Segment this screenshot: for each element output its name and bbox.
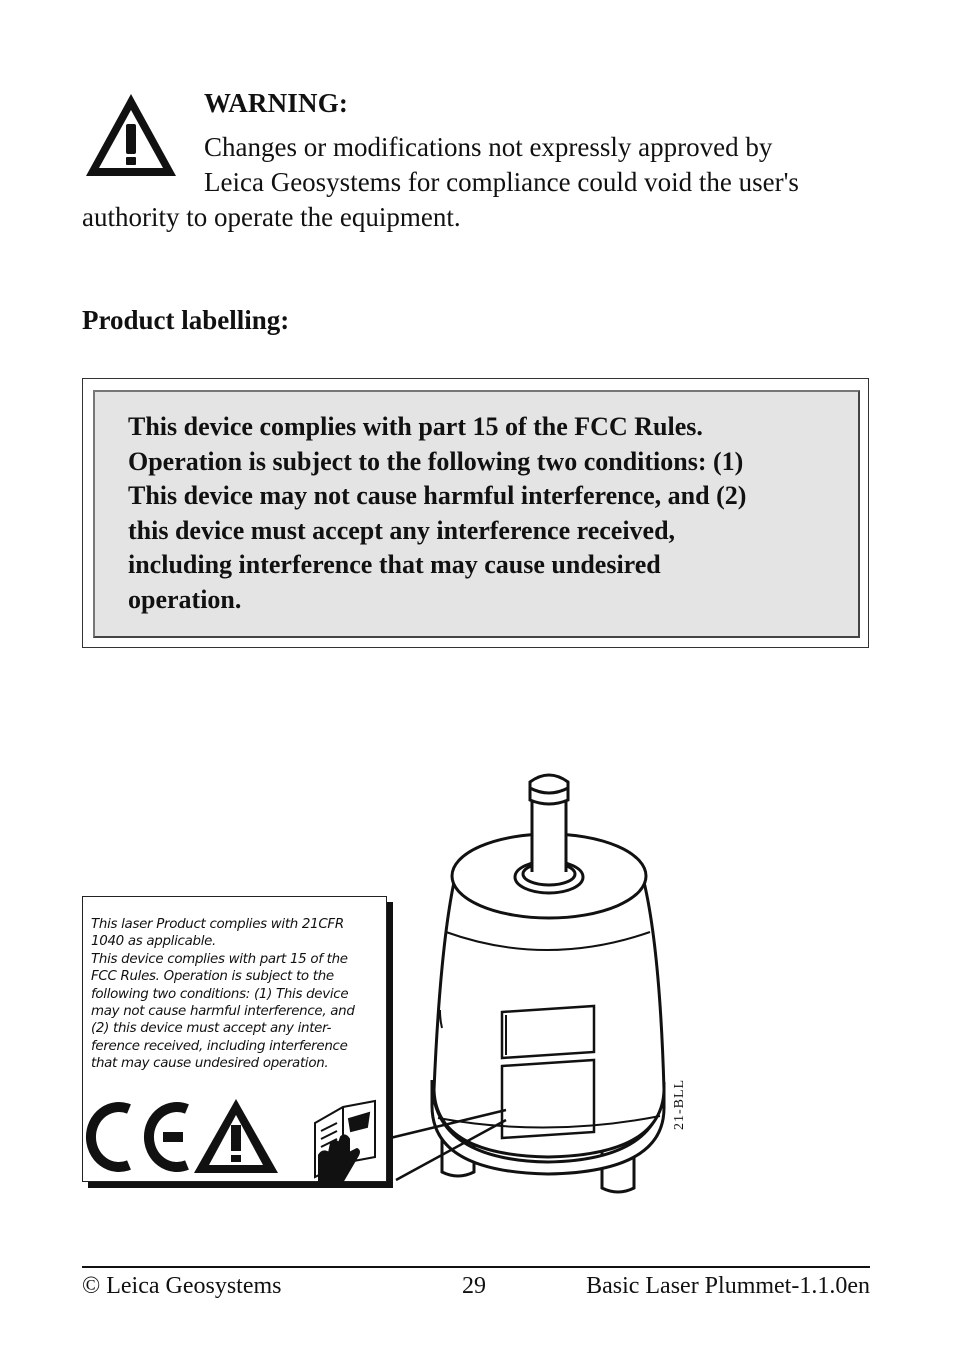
- label-text: [91, 916, 383, 1073]
- fcc-text-line: Operation is subject to the following two conditions: (1): [128, 447, 744, 476]
- label-text-line: (2) this device must accept any inter-: [91, 1021, 332, 1037]
- label-icons: [83, 1093, 388, 1183]
- label-text-line: may not cause harmful interference, and: [91, 1004, 355, 1020]
- label-text-line: This device complies with part 15 of the: [91, 951, 348, 967]
- product-label: [82, 896, 387, 1182]
- fcc-statement-box: [82, 378, 869, 648]
- footer-divider: [82, 1266, 870, 1268]
- page-number: 29: [462, 1273, 486, 1299]
- figure-code: 21-BLL: [672, 1078, 687, 1130]
- fcc-text-line: This device may not cause harmful interference, and (2): [128, 481, 747, 510]
- fcc-text-line: operation.: [128, 585, 242, 614]
- warning-text-line: Changes or modifications not expressly approved by: [204, 132, 773, 162]
- warning-text-line: authority to operate the equipment.: [82, 202, 461, 232]
- warning-triangle-icon: [82, 90, 180, 180]
- label-text-line: ference received, including interference: [91, 1038, 348, 1054]
- fcc-text-line: including interference that may cause undesired: [128, 550, 661, 579]
- section-heading: Product labelling:: [82, 305, 290, 335]
- fcc-text-line: this device must accept any interference received,: [128, 516, 676, 545]
- warning-triangle-icon: [194, 1099, 278, 1173]
- label-text-line: 1040 as applicable.: [91, 934, 217, 950]
- ce-mark-icon: [91, 1107, 187, 1167]
- label-text-line: following two conditions: (1) This device: [91, 986, 349, 1002]
- manual-book-icon: [315, 1101, 375, 1181]
- fcc-statement-panel: [93, 390, 860, 638]
- fcc-text-line: This device complies with part 15 of the FCC Rules.: [128, 412, 703, 441]
- warning-title: WARNING:: [204, 88, 349, 118]
- label-text-line: This laser Product complies with 21CFR: [91, 917, 344, 932]
- label-text-line: FCC Rules. Operation is subject to the: [91, 969, 334, 985]
- label-text-line: that may cause undesired operation.: [91, 1056, 329, 1072]
- footer-document-title: Basic Laser Plummet-1.1.0en: [586, 1273, 870, 1299]
- laser-plummet-illustration: [380, 760, 700, 1200]
- warning-text-line: Leica Geosystems for compliance could void the user's: [204, 167, 799, 197]
- footer-copyright: © Leica Geosystems: [82, 1273, 282, 1299]
